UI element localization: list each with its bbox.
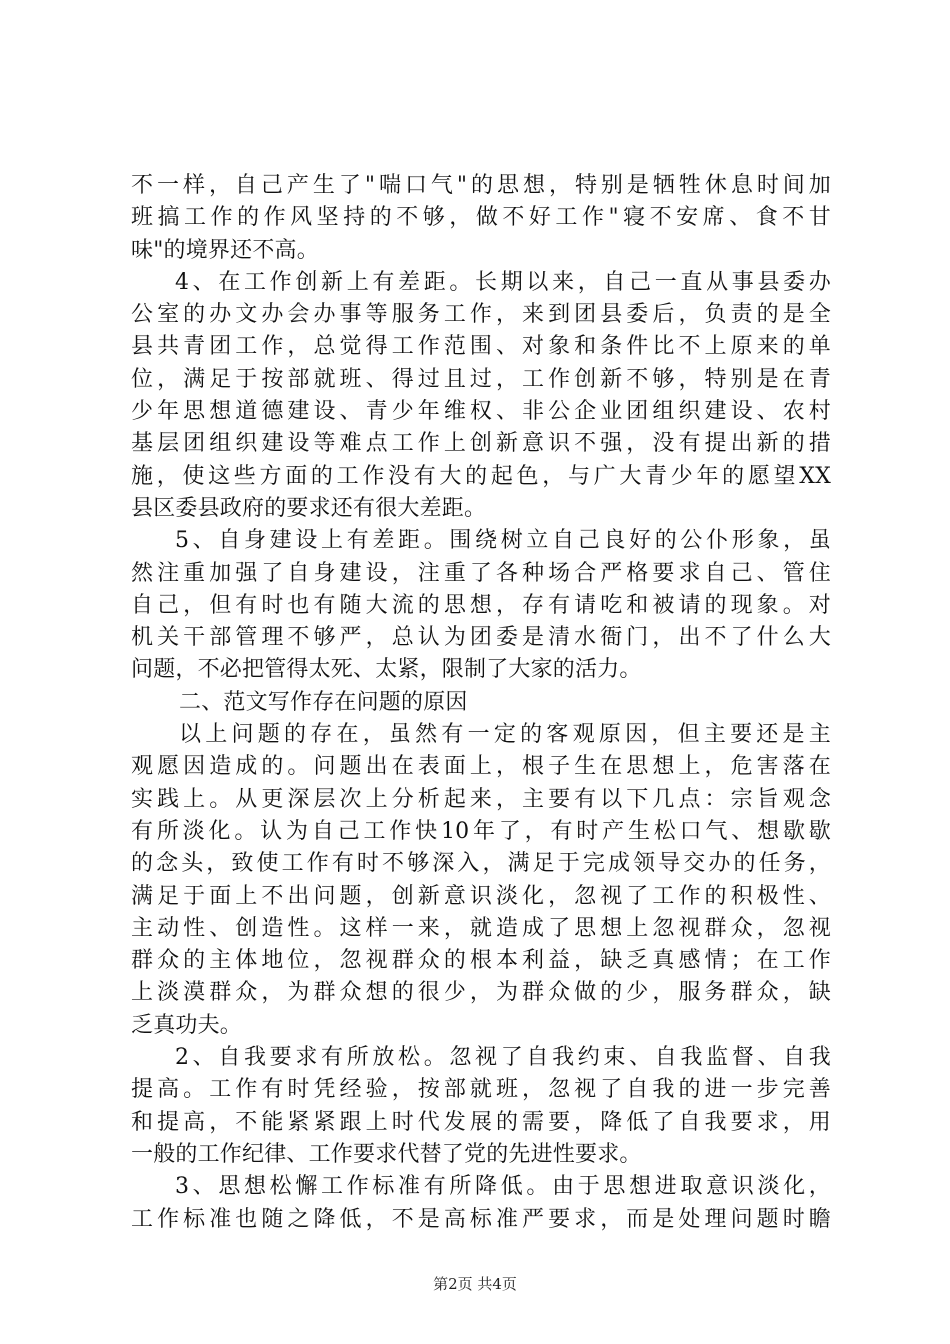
text-line: 群众的主体地位，忽视群众的根本利益，缺乏真感情；在工作 <box>131 948 831 974</box>
text-line: 不一样，自己产生了"喘口气"的思想，特别是牺牲休息时间加 <box>131 173 831 198</box>
text-line: 班搞工作的作风坚持的不够，做不好工作"寝不安席、食不甘 <box>131 205 831 231</box>
text-line: 少年思想道德建设、青少年维权、非公企业团组织建设、农村 <box>131 399 831 425</box>
text-line: 2、自我要求有所放松。忽视了自我约束、自我监督、自我 <box>175 1045 831 1071</box>
text-line: 一般的工作纪律、工作要求代替了党的先进性要求。 <box>131 1141 642 1167</box>
text-line: 味"的境界还不高。 <box>131 237 319 263</box>
text-line: 有所淡化。认为自己工作快10年了，有时产生松口气、想歇歇 <box>131 818 831 844</box>
text-line: 实践上。从更深层次上分析起来，主要有以下几点：宗旨观念 <box>131 786 831 812</box>
text-line: 问题，不必把管得太死、太紧，限制了大家的活力。 <box>131 657 642 683</box>
text-line: 5、自身建设上有差距。围绕树立自己良好的公仆形象，虽 <box>175 528 831 554</box>
text-line: 位，满足于按部就班、得过且过，工作创新不够，特别是在青 <box>131 366 831 392</box>
page-number: 第2页 共4页 <box>433 1275 517 1293</box>
text-line: 公室的办文办会办事等服务工作，来到团县委后，负责的是全 <box>131 302 831 328</box>
text-line: 3、思想松懈工作标准有所降低。由于思想进取意识淡化， <box>175 1174 831 1200</box>
document-body <box>131 170 831 1236</box>
text-line: 乏真功夫。 <box>131 1012 243 1038</box>
text-line: 和提高，不能紧紧跟上时代发展的需要，降低了自我要求，用 <box>131 1109 831 1135</box>
text-line: 满足于面上不出问题，创新意识淡化，忽视了工作的积极性、 <box>131 883 831 909</box>
text-line: 提高。工作有时凭经验，按部就班，忽视了自我的进一步完善 <box>131 1077 831 1103</box>
text-line: 基层团组织建设等难点工作上创新意识不强，没有提出新的措 <box>131 431 831 457</box>
text-line: 以上问题的存在，虽然有一定的客观原因，但主要还是主 <box>179 722 831 748</box>
text-line: 机关干部管理不够严，总认为团委是清水衙门，出不了什么大 <box>131 625 831 651</box>
section-heading: 二、范文写作存在问题的原因 <box>179 689 468 715</box>
text-line: 然注重加强了自身建设，注重了各种场合严格要求自己、管住 <box>131 560 831 586</box>
text-line: 4、在工作创新上有差距。长期以来，自己一直从事县委办 <box>175 269 831 295</box>
text-line: 工作标准也随之降低，不是高标准严要求，而是处理问题时瞻 <box>131 1206 831 1232</box>
text-line: 上淡漠群众，为群众想的很少，为群众做的少，服务群众，缺 <box>131 980 831 1006</box>
text-line: 观愿因造成的。问题出在表面上，根子生在思想上，危害落在 <box>131 754 831 780</box>
text-line: 县区委县政府的要求还有很大差距。 <box>131 495 487 521</box>
text-line: 县共青团工作，总觉得工作范围、对象和条件比不上原来的单 <box>131 334 831 360</box>
text-line: 主动性、创造性。这样一来，就造成了思想上忽视群众，忽视 <box>131 915 831 941</box>
text-line: 施，使这些方面的工作没有大的起色，与广大青少年的愿望XX <box>131 463 831 489</box>
text-line: 自己，但有时也有随大流的思想，存有请吃和被请的现象。对 <box>131 592 831 618</box>
text-line: 的念头，致使工作有时不够深入，满足于完成领导交办的任务， <box>131 851 831 877</box>
